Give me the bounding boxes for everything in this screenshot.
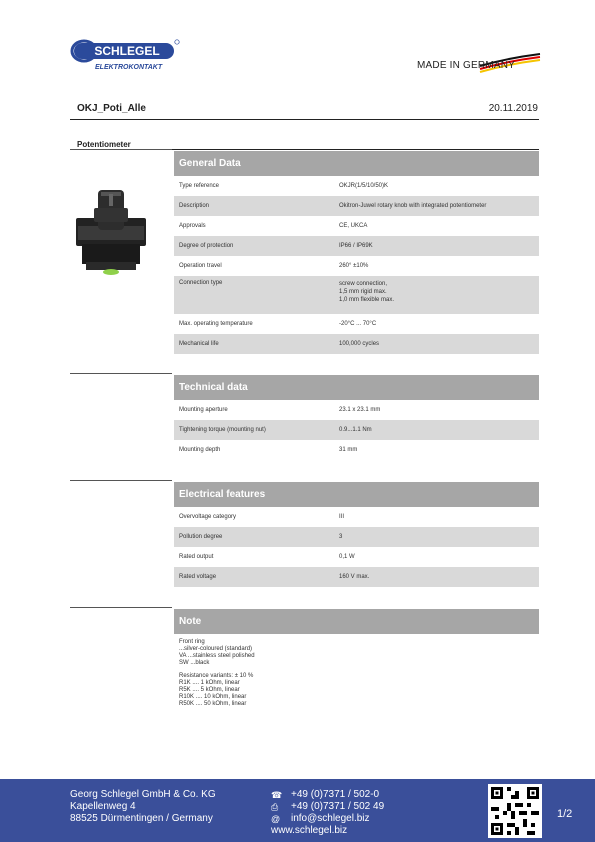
- note-line: ...silver-coloured (standard): [179, 646, 253, 652]
- footer: [0, 779, 595, 842]
- email-link[interactable]: info@schlegel.biz: [291, 813, 370, 824]
- fax-icon: ⎙: [271, 802, 279, 812]
- general-data-section: [174, 151, 539, 354]
- table-row: Overvoltage category III: [179, 514, 345, 520]
- footer-contact: [271, 789, 384, 837]
- general-data-rule: [70, 149, 172, 150]
- technical-data-rule: [70, 373, 172, 374]
- note-header: Note: [174, 609, 539, 634]
- footer-address: [70, 789, 216, 825]
- phone-item: [271, 789, 384, 801]
- svg-text:ELEKTROKONTAKT: ELEKTROKONTAKT: [95, 64, 163, 71]
- fax-number: +49 (0)7371 / 502 49: [291, 801, 385, 812]
- general-data-header: General Data: [174, 151, 539, 176]
- web-item: [271, 825, 384, 837]
- table-row: Mechanical life 100,000 cycles: [174, 334, 539, 354]
- email-item: [271, 813, 384, 825]
- category-label: Potentiometer: [77, 140, 131, 149]
- made-in-germany-label: MADE IN GERMANY: [417, 60, 516, 71]
- street: Kapellenweg 4: [70, 801, 136, 812]
- qr-code: [488, 784, 542, 838]
- phone-number: +49 (0)7371 / 502-0: [291, 789, 380, 800]
- table-row: Connection type screw connection, 1,5 mm rigid max. 1,0 mm flexible max.: [174, 276, 539, 314]
- document-title: OKJ_Poti_Alle: [77, 103, 146, 114]
- table-row: Type reference OKJR(1/5/10/50)K: [179, 183, 389, 189]
- electrical-features-header: Electrical features: [174, 482, 539, 507]
- product-image: [72, 182, 150, 278]
- electrical-features-section: [174, 482, 539, 587]
- svg-text:SCHLEGEL: SCHLEGEL: [94, 44, 160, 58]
- note-line: Front ring: [179, 639, 205, 645]
- fax-item: [271, 801, 384, 813]
- note-line: R50K .... 50 kOhm, linear: [179, 701, 247, 707]
- table-row: Degree of protection IP66 / IP69K: [174, 236, 539, 256]
- table-row: Approvals CE, UKCA: [179, 223, 368, 229]
- note-line: R1K .... 1 kOhm, linear: [179, 680, 240, 686]
- email-icon: @: [271, 814, 281, 824]
- note-line: R5K .... 5 kOhm, linear: [179, 687, 240, 693]
- table-row: Tightening torque (mounting nut) 0.9...1.1 Nm: [174, 420, 539, 440]
- note-line: R10K .... 10 kOhm, linear: [179, 694, 247, 700]
- table-row: Mounting depth 31 mm: [179, 447, 358, 453]
- table-row: Pollution degree 3: [174, 527, 539, 547]
- header-divider: [70, 119, 539, 120]
- note-rule: [70, 607, 172, 608]
- electrical-features-rule: [70, 480, 172, 481]
- page-number: 1/2: [557, 808, 573, 820]
- qr-code-graphic: [491, 787, 539, 835]
- city: 88525 Dürmentingen / Germany: [70, 813, 213, 824]
- company-name: Georg Schlegel GmbH & Co. KG: [70, 789, 216, 800]
- table-row: Rated voltage 160 V max.: [174, 567, 539, 587]
- note-line: Resistance variants: ± 10 %: [179, 673, 254, 679]
- note-line: VA ...stainless steel polished: [179, 653, 255, 659]
- note-line: SW ...black: [179, 660, 210, 666]
- table-row: Max. operating temperature -20°C ... 70°C: [179, 321, 377, 327]
- table-row: Operation travel 260° ±10%: [179, 263, 369, 269]
- table-row: Rated output 0,1 W: [179, 554, 355, 560]
- document-date: 20.11.2019: [488, 103, 538, 114]
- table-row: Mounting aperture 23.1 x 23.1 mm: [179, 407, 381, 413]
- table-row: Description Okitron-Juwel rotary knob with integrated potentiometer: [174, 196, 539, 216]
- schlegel-logo: [70, 38, 180, 72]
- note-section: [174, 609, 539, 708]
- technical-data-section: [174, 375, 539, 460]
- phone-icon: ☎: [271, 790, 283, 800]
- technical-data-header: Technical data: [174, 375, 539, 400]
- website-link[interactable]: www.schlegel.biz: [271, 825, 348, 836]
- note-body: [174, 634, 539, 708]
